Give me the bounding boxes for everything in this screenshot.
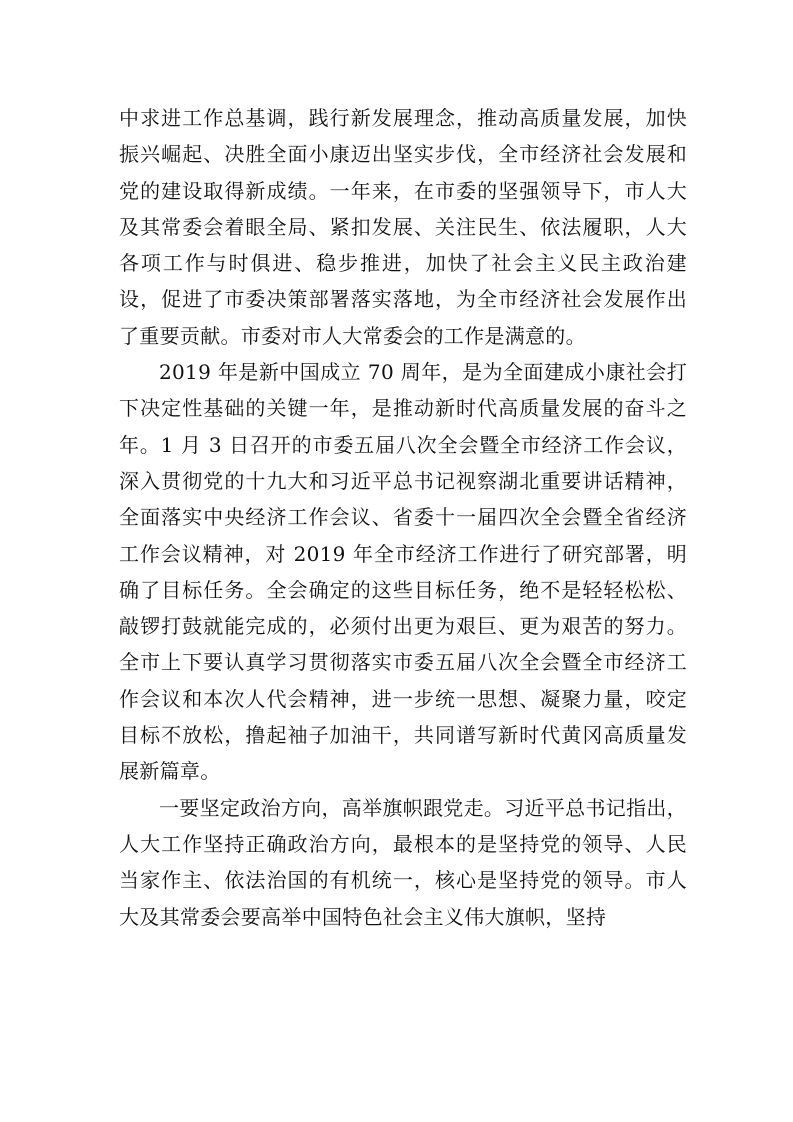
paragraph-continuation: 中求进工作总基调，践行新发展理念，推动高质量发展，加快振兴崛起、决胜全面小康迈出坚实步伐，全市经济社会发展和党的建设取得新成绩。一年来，在市委的坚强领导下，市人大及其常委会着眼全局、紧扣发展、关注民生、依法履职，人大各项工作与时俱进、稳步推进，加快了社会主义民主政治建设，促进了市委决策部署落实落地，为全市经济社会发展作出了重要贡献。市委对市人大常委会的工作是满意的。 <box>119 106 687 348</box>
document-body <box>119 100 687 935</box>
paragraph-political-direction: 一要坚定政治方向，高举旗帜跟党走。习近平总书记指出，人大工作坚持正确政治方向，最根本的是坚持党的领导、人民当家作主、依法治国的有机统一，核心是坚持党的领导。市人大及其常委会要高举中国特色社会主义伟大旗帜，坚持 <box>119 795 687 929</box>
paragraph-2019-goals: 2019 年是新中国成立 70 周年，是为全面建成小康社会打下决定性基础的关键一年，是推动新时代高质量发展的奋斗之年。1 月 3 日召开的市委五届八次全会暨全市经济工作会议，深入贯彻党的十九大和习近平总书记视察湖北重要讲话精神，全面落实中央经济工作会议、省委十一届四次全会暨全省经济工作会议精神，对 2019 年全市经济工作进行了研究部署，明确了目标任务。全会确定的这些目标任务，绝不是轻轻松松、敲锣打鼓就能完成的，必须付出更为艰巨、更为艰苦的努力。全市上下要认真学习贯彻落实市委五届八次全会暨全市经济工作会议和本次人代会精神，进一步统一思想、凝聚力量，咬定目标不放松，撸起袖子加油干，共同谱写新时代黄冈高质量发展新篇章。 <box>119 360 687 784</box>
